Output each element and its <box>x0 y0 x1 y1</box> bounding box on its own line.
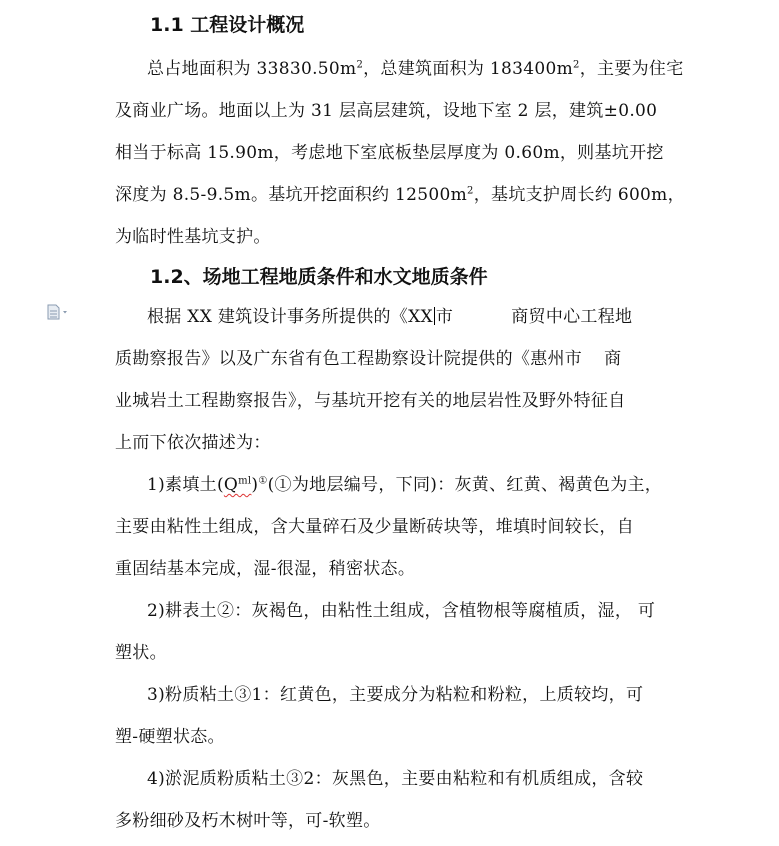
text-span: ，基坑支护周长约 600m， <box>473 185 685 205</box>
paragraph-line: 相当于标高 15.90m，考虑地下室底板垫层厚度为 0.60m，则基坑开挖 <box>115 143 664 163</box>
document-dropdown-icon[interactable] <box>46 304 70 320</box>
text-span: ) <box>251 475 259 495</box>
text-span: 市 <box>435 307 454 327</box>
text-span: 根据 XX 建筑设计事务所提供的《XX <box>147 307 433 327</box>
text-span: (①为地层编号，下同)：灰黄、红黄、褐黄色为主， <box>267 475 663 495</box>
superscript: ① <box>258 475 268 487</box>
text-cursor <box>434 307 435 325</box>
paragraph-line: 上而下依次描述为： <box>115 433 271 453</box>
paragraph-line: 业城岩土工程勘察报告》，与基坑开挖有关的地层岩性及野外特征自 <box>115 391 626 411</box>
text-span: ，总建筑面积为 183400m <box>363 59 574 79</box>
paragraph-line: 及商业广场。地面以上为 31 层高层建筑，设地下室 2 层，建筑±0.00 <box>115 101 658 121</box>
text-span: 商贸中心工程地 <box>511 307 633 327</box>
paragraph-line: 4)淤泥质粉质粘土③2：灰黑色，主要由粘粒和有机质组成，含较 <box>147 769 644 789</box>
paragraph-line <box>147 470 662 495</box>
superscript: 2 <box>356 59 364 71</box>
paragraph-line: 塑-硬塑状态。 <box>115 727 225 747</box>
paragraph-line: 3)粉质粘土③1：红黄色，主要成分为粘粒和粉粒，上质较均，可 <box>147 685 644 705</box>
paragraph-line: 主要由粘性土组成，含大量碎石及少量断砖块等，堆填时间较长，自 <box>115 517 634 537</box>
paragraph-line: 多粉细砂及朽木树叶等，可-软塑。 <box>115 811 381 831</box>
superscript: 2 <box>467 185 474 197</box>
paragraph-line <box>147 54 684 79</box>
paragraph-line: 为临时性基坑支护。 <box>115 227 271 247</box>
superscript: 2 <box>573 59 580 71</box>
text-span: 总占地面积为 33830.50m <box>147 59 357 79</box>
paragraph-line <box>115 180 685 205</box>
paragraph-line: 2)耕表土②：灰褐色，由粘性土组成，含植物根等腐植质，湿， 可 <box>147 601 656 621</box>
section-heading-1-1: 1.1 工程设计概况 <box>150 14 305 36</box>
paragraph-line <box>147 302 632 327</box>
text-span: ，主要为住宅 <box>579 59 684 79</box>
text-span: 商 <box>604 349 622 369</box>
spellcheck-word[interactable]: $Q^{ml}$ <box>223 475 252 495</box>
text-span: 质勘察报告》以及广东省有色工程勘察设计院提供的《惠州市 <box>115 349 583 369</box>
text-span: 1)素填土( <box>147 475 224 495</box>
paragraph-line: 重固结基本完成，湿-很湿，稍密状态。 <box>115 559 416 579</box>
paragraph-line <box>115 344 621 369</box>
text-span: 深度为 8.5-9.5m。基坑开挖面积约 12500m <box>115 185 468 205</box>
section-heading-1-2: 1.2、场地工程地质条件和水文地质条件 <box>150 266 488 288</box>
paragraph-line: 塑状。 <box>115 643 167 663</box>
